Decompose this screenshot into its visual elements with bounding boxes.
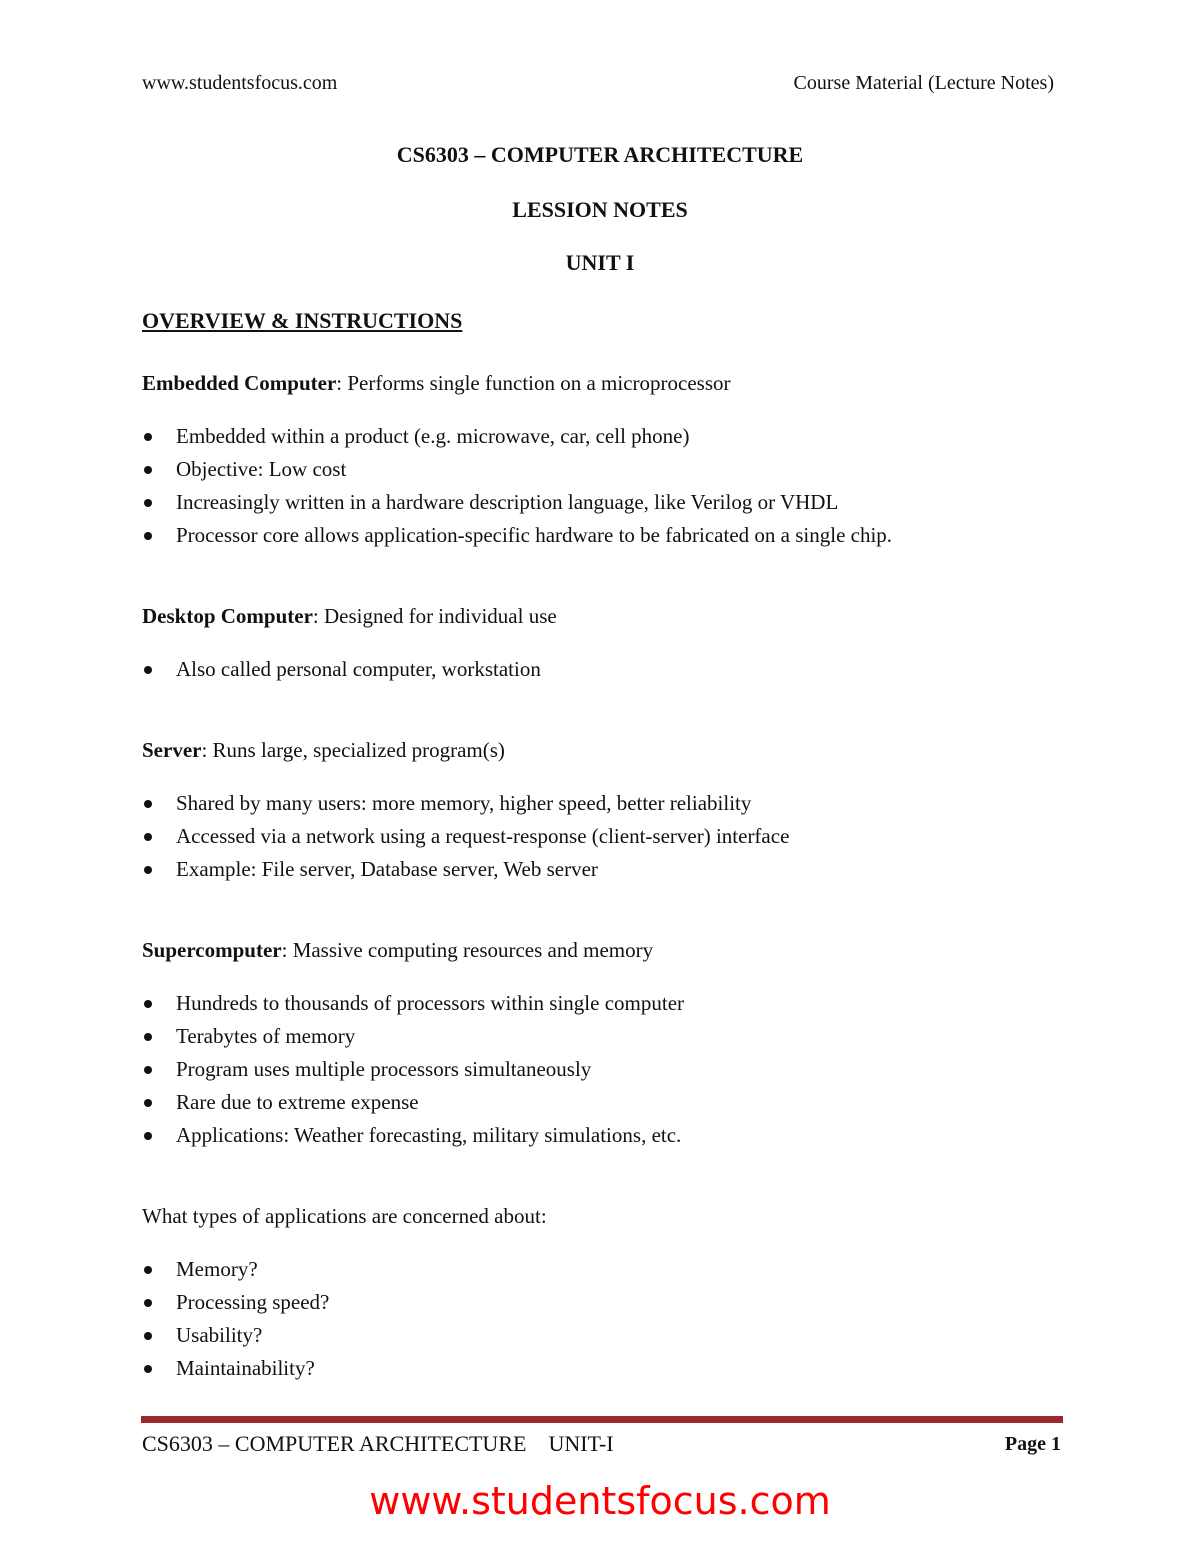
bullet-icon: [144, 499, 152, 507]
list-item: Accessed via a network using a request-response (client-server) interface: [142, 820, 1062, 853]
supercomputer-definition: [142, 935, 1062, 965]
bullet-icon: [144, 666, 152, 674]
list-item: Increasingly written in a hardware description language, like Verilog or VHDL: [142, 486, 1062, 519]
list-item: Rare due to extreme expense: [142, 1086, 1062, 1119]
course-title: CS6303 – COMPUTER ARCHITECTURE: [396, 142, 804, 167]
question-bullets: [142, 1253, 1062, 1385]
supercomputer-bullets: [142, 987, 1062, 1152]
list-item: Memory?: [142, 1253, 1062, 1286]
embedded-definition: [142, 368, 1062, 398]
server-term: Server: [142, 738, 202, 762]
header-website: www.studentsfocus.com: [142, 72, 338, 94]
supercomputer-definition-text: : Massive computing resources and memory: [281, 938, 654, 962]
bullet-icon: [144, 1266, 152, 1274]
list-item: Applications: Weather forecasting, military simulations, etc.: [142, 1119, 1062, 1152]
list-item: Hundreds to thousands of processors within single computer: [142, 987, 1062, 1020]
footer-divider: [141, 1416, 1063, 1423]
list-item: Also called personal computer, workstation: [142, 653, 1062, 686]
bullet-icon: [144, 1132, 152, 1140]
bullet-icon: [144, 800, 152, 808]
bullet-icon: [144, 532, 152, 540]
server-definition: [142, 735, 1062, 765]
bullet-icon: [144, 1299, 152, 1307]
desktop-bullets: [142, 653, 1062, 686]
bullet-icon: [144, 1332, 152, 1340]
bullet-icon: [144, 466, 152, 474]
bullet-icon: [144, 1000, 152, 1008]
bullet-icon: [144, 1066, 152, 1074]
desktop-term: Desktop Computer: [142, 604, 313, 628]
desktop-section: [142, 601, 1062, 631]
footer-course: [142, 1431, 614, 1457]
header-course-material: Course Material (Lecture Notes): [793, 72, 1054, 94]
list-item: Terabytes of memory: [142, 1020, 1062, 1053]
list-item: Processor core allows application-specific hardware to be fabricated on a single chip.: [142, 519, 1062, 552]
embedded-section: [142, 368, 1062, 398]
list-item: Maintainability?: [142, 1352, 1062, 1385]
embedded-definition-text: : Performs single function on a microprocessor: [336, 371, 731, 395]
bullet-icon: [144, 1099, 152, 1107]
question-section: [142, 1201, 1062, 1231]
list-item: Processing speed?: [142, 1286, 1062, 1319]
section-title: OVERVIEW & INSTRUCTIONS: [142, 308, 463, 333]
desktop-definition-text: : Designed for individual use: [312, 604, 557, 628]
question-text: What types of applications are concerned about:: [142, 1204, 547, 1228]
bullet-icon: [144, 433, 152, 441]
server-definition-text: : Runs large, specialized program(s): [201, 738, 505, 762]
list-item: Program uses multiple processors simultaneously: [142, 1053, 1062, 1086]
list-item: Usability?: [142, 1319, 1062, 1352]
server-section: [142, 735, 1062, 765]
embedded-bullets: [142, 420, 1062, 552]
page-number: Page 1: [1004, 1433, 1061, 1455]
list-item: Shared by many users: more memory, higher speed, better reliability: [142, 787, 1062, 820]
footer-course-title: CS6303 – COMPUTER ARCHITECTURE: [142, 1431, 527, 1456]
unit-title: UNIT I: [565, 250, 635, 275]
list-item: Example: File server, Database server, Web server: [142, 853, 1062, 886]
list-item: Objective: Low cost: [142, 453, 1062, 486]
notes-subtitle: LESSION NOTES: [512, 197, 688, 222]
bullet-icon: [144, 866, 152, 874]
supercomputer-term: Supercomputer: [142, 938, 282, 962]
embedded-term: Embedded Computer: [142, 371, 337, 395]
watermark-link[interactable]: www.studentsfocus.com: [369, 1479, 831, 1523]
server-bullets: [142, 787, 1062, 886]
bullet-icon: [144, 1365, 152, 1373]
desktop-definition: [142, 601, 1062, 631]
supercomputer-section: [142, 935, 1062, 965]
bullet-icon: [144, 1033, 152, 1041]
footer-unit: UNIT-I: [548, 1431, 614, 1456]
bullet-icon: [144, 833, 152, 841]
list-item: Embedded within a product (e.g. microwave, car, cell phone): [142, 420, 1062, 453]
